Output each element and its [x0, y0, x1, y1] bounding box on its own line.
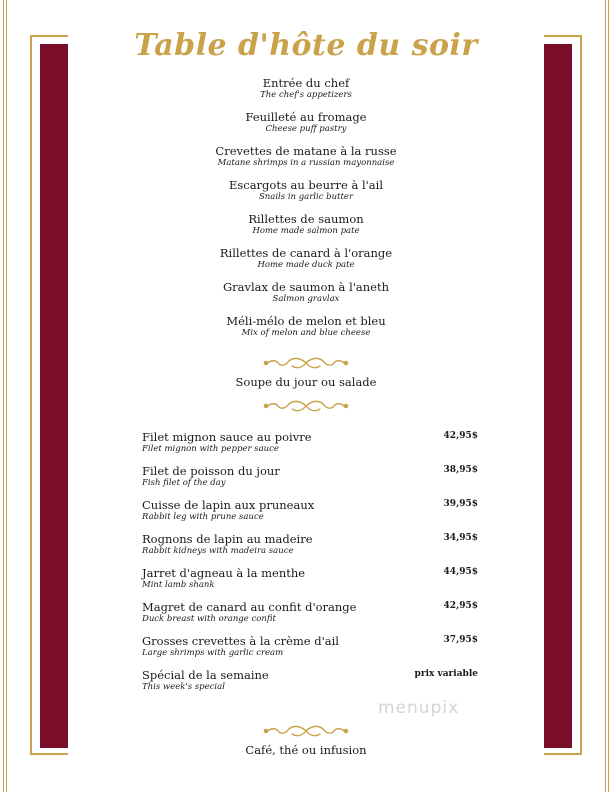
dish-price: 37,95$	[443, 635, 478, 645]
dish-price: 39,95$	[443, 499, 478, 509]
dish-name-en: This week's special	[142, 682, 225, 692]
dish-name-en: Duck breast with orange confit	[142, 614, 276, 624]
left-border-decoration	[0, 0, 68, 792]
dish-name-en: The chef's appetizers	[260, 90, 352, 100]
dish-name-fr: Filet de poisson du jour	[142, 464, 280, 478]
dish-price: 38,95$	[443, 465, 478, 475]
dish-name-fr: Rillettes de saumon	[248, 212, 364, 226]
dish-price: 42,95$	[443, 431, 478, 441]
burgundy-panel	[40, 44, 68, 748]
main-course-item	[142, 498, 478, 523]
entree-item	[70, 178, 542, 203]
entree-item	[70, 280, 542, 305]
main-course-item	[142, 532, 478, 557]
dish-name-en: Mix of melon and blue cheese	[241, 328, 371, 338]
entree-item	[70, 212, 542, 237]
dish-name-fr: Escargots au beurre à l'ail	[228, 178, 384, 192]
beverage-line: Café, thé ou infusion	[245, 743, 367, 757]
soup-or-salad: Soupe du jour ou salade	[235, 375, 377, 389]
entree-item	[70, 76, 542, 101]
gold-rule	[608, 0, 609, 792]
scroll-ornament-icon	[256, 354, 356, 372]
dish-name-fr: Feuilleté au fromage	[245, 110, 367, 124]
dish-name-en: Salmon gravlax	[272, 294, 340, 304]
watermark: menupix	[378, 698, 460, 718]
dish-name-en: Rabbit kidneys with madeira sauce	[142, 546, 294, 556]
main-course-item	[142, 430, 478, 455]
dish-price: 34,95$	[443, 533, 478, 543]
dish-name-en: Snails in garlic butter	[258, 192, 354, 202]
dish-name-en: Matane shrimps in a russian mayonnaise	[217, 158, 395, 168]
gold-rule	[6, 0, 7, 792]
main-course-item	[142, 668, 478, 693]
menu-content	[70, 0, 542, 792]
dish-price: prix variable	[414, 669, 478, 679]
dish-name-en: Mint lamb shank	[142, 580, 215, 590]
menu-title: Table d'hôte du soir	[134, 28, 478, 63]
dish-name-en: Cheese puff pastry	[265, 124, 347, 134]
main-course-item	[142, 464, 478, 489]
dish-price: 42,95$	[443, 601, 478, 611]
dish-name-fr: Crevettes de matane à la russe	[215, 144, 397, 158]
scroll-ornament-icon	[256, 397, 356, 415]
dish-name-en: Home made salmon pate	[252, 226, 360, 236]
right-border-decoration	[544, 0, 612, 792]
dish-name-en: Rabbit leg with prune sauce	[142, 512, 264, 522]
dish-name-en: Filet mignon with pepper sauce	[142, 444, 279, 454]
dish-name-en: Fish filet of the day	[142, 478, 226, 488]
dish-name-fr: Cuisse de lapin aux pruneaux	[142, 498, 315, 512]
gold-rule	[3, 0, 4, 792]
dish-name-fr: Magret de canard au confit d'orange	[142, 600, 357, 614]
dish-name-fr: Rognons de lapin au madeire	[142, 532, 313, 546]
burgundy-panel	[544, 44, 572, 748]
scroll-ornament-icon	[256, 722, 356, 740]
dish-price: 44,95$	[443, 567, 478, 577]
main-course-item	[142, 600, 478, 625]
dish-name-fr: Gravlax de saumon à l'aneth	[222, 280, 390, 294]
gold-rule	[605, 0, 606, 792]
dish-name-fr: Grosses crevettes à la crème d'ail	[142, 634, 339, 648]
dish-name-fr: Filet mignon sauce au poivre	[142, 430, 312, 444]
dish-name-en: Large shrimps with garlic cream	[142, 648, 284, 658]
entree-item	[70, 246, 542, 271]
dish-name-fr: Spécial de la semaine	[142, 668, 269, 682]
dish-name-fr: Rillettes de canard à l'orange	[219, 246, 393, 260]
entree-item	[70, 110, 542, 135]
dish-name-fr: Entrée du chef	[262, 76, 350, 90]
dish-name-en: Home made duck pate	[257, 260, 355, 270]
main-course-item	[142, 634, 478, 659]
entree-item	[70, 144, 542, 169]
entree-item	[70, 314, 542, 339]
dish-name-fr: Jarret d'agneau à la menthe	[142, 566, 306, 580]
dish-name-fr: Méli-mélo de melon et bleu	[226, 314, 386, 328]
main-course-item	[142, 566, 478, 591]
